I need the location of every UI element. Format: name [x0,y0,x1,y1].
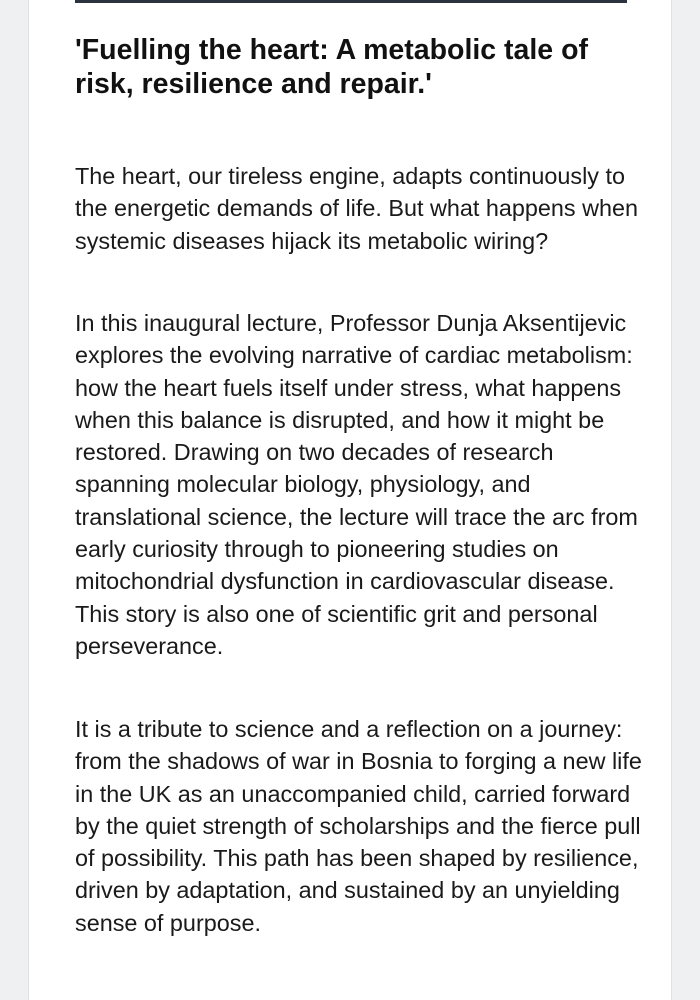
article-title: 'Fuelling the heart: A metabolic tale of risk, resilience and repair.' [75,34,588,100]
article-card [28,0,672,1000]
top-divider [75,0,627,3]
paragraph-journey: It is a tribute to science and a reflection on a journey: from the shadows of war in Bosnia to forging a new life in the UK as an unaccompanied child, carried forward by the quiet strength of scholarships and the fierce pull of possibility. This path has been shaped by resilience, driven by adaptation, and sustained by an unyielding sense of purpose. [75,716,642,936]
paragraph-lecture: In this inaugural lecture, Professor Dunja Aksentijevic explores the evolving narrative of cardiac metabolism: how the heart fuels itself under stress, what happens when this balance is disrupted, and how it might be restored. Drawing on two decades of research spanning molecular biology, physiology, and translational science, the lecture will trace the arc from early curiosity through to pioneering studies on mitochondrial dysfunction in cardiovascular disease. This story is also one of scientific grit and personal perseverance. [75,310,638,659]
paragraph-intro: The heart, our tireless engine, adapts continuously to the energetic demands of life. But what happens when systemic diseases hijack its metabolic wiring? [75,163,639,254]
